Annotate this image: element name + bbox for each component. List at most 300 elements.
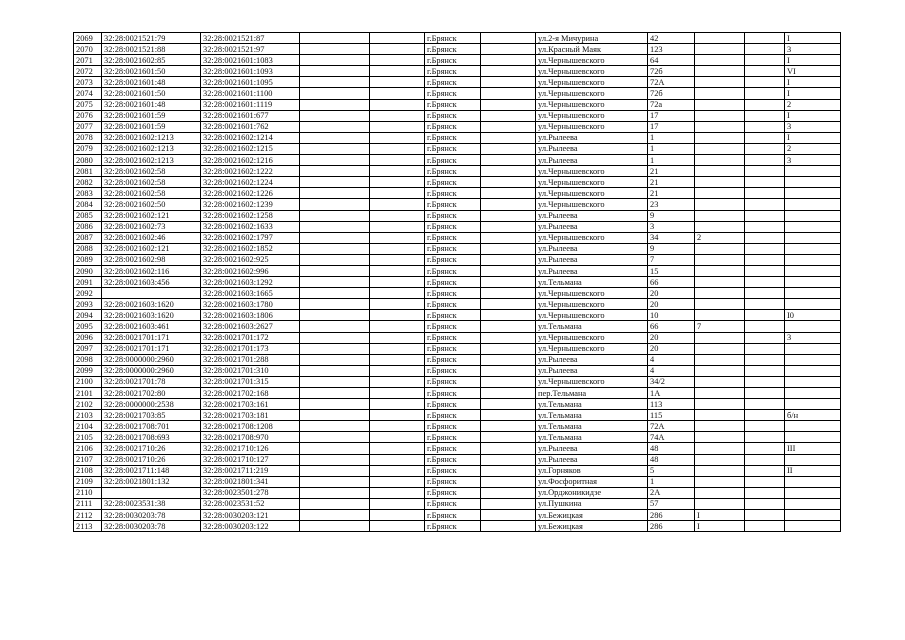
parcel-number-cell: 32:28:0021603:1620 [102, 310, 201, 321]
blank-cell-c [481, 487, 536, 498]
blank-cell-a [300, 465, 370, 476]
blank-cell-b [370, 510, 425, 521]
blank-cell-c [481, 443, 536, 454]
building-cell [695, 421, 745, 432]
city-cell: г.Брянск [425, 376, 481, 387]
row-number-cell: 2104 [74, 421, 102, 432]
blank-cell-a [300, 288, 370, 299]
blank-cell-d [745, 487, 785, 498]
blank-cell-b [370, 310, 425, 321]
row-number-cell: 2072 [74, 66, 102, 77]
blank-cell-c [481, 354, 536, 365]
building-cell: 2 [695, 232, 745, 243]
blank-cell-c [481, 465, 536, 476]
parcel-number-cell: 32:28:0021601:48 [102, 77, 201, 88]
city-cell: г.Брянск [425, 399, 481, 410]
table-row [74, 432, 841, 443]
parcel-number-cell: 32:28:0021602:58 [102, 166, 201, 177]
parcel-number-cell: 32:28:0021602:121 [102, 243, 201, 254]
city-cell: г.Брянск [425, 77, 481, 88]
parcel-number-cell: 32:28:0021602:121 [102, 210, 201, 221]
apartment-cell: 2 [785, 99, 841, 110]
building-cell [695, 388, 745, 399]
street-cell: ул.Чернышевского [536, 188, 648, 199]
house-number-cell: 1 [648, 476, 695, 487]
table-row [74, 365, 841, 376]
building-cell [695, 254, 745, 265]
parcel-number-cell: 32:28:0021602:46 [102, 232, 201, 243]
blank-cell-a [300, 376, 370, 387]
house-number-cell: 7 [648, 254, 695, 265]
table-row [74, 33, 841, 44]
blank-cell-d [745, 343, 785, 354]
building-cell [695, 155, 745, 166]
building-cell [695, 399, 745, 410]
blank-cell-d [745, 332, 785, 343]
parcel-number-cell: 32:28:0021601:50 [102, 66, 201, 77]
apartment-cell [785, 277, 841, 288]
city-cell: г.Брянск [425, 299, 481, 310]
parcel-number-cell [102, 288, 201, 299]
apartment-cell [785, 510, 841, 521]
blank-cell-c [481, 510, 536, 521]
object-number-cell: 32:28:0021602:1797 [201, 232, 300, 243]
row-number-cell: 2076 [74, 110, 102, 121]
table-row [74, 44, 841, 55]
building-cell [695, 66, 745, 77]
blank-cell-c [481, 476, 536, 487]
blank-cell-a [300, 121, 370, 132]
blank-cell-b [370, 288, 425, 299]
city-cell: г.Брянск [425, 498, 481, 509]
row-number-cell: 2090 [74, 265, 102, 276]
parcel-number-cell: 32:28:0021601:59 [102, 110, 201, 121]
row-number-cell: 2100 [74, 376, 102, 387]
blank-cell-d [745, 321, 785, 332]
blank-cell-c [481, 332, 536, 343]
row-number-cell: 2111 [74, 498, 102, 509]
building-cell [695, 354, 745, 365]
building-cell [695, 443, 745, 454]
blank-cell-b [370, 166, 425, 177]
parcel-number-cell: 32:28:0021602:98 [102, 254, 201, 265]
apartment-cell [785, 243, 841, 254]
street-cell: ул.2-я Мичурина [536, 33, 648, 44]
object-number-cell: 32:28:0021601:1119 [201, 99, 300, 110]
house-number-cell: 115 [648, 410, 695, 421]
apartment-cell [785, 388, 841, 399]
blank-cell-c [481, 376, 536, 387]
apartment-cell: I [785, 55, 841, 66]
blank-cell-a [300, 77, 370, 88]
row-number-cell: 2112 [74, 510, 102, 521]
blank-cell-d [745, 110, 785, 121]
blank-cell-d [745, 99, 785, 110]
object-number-cell: 32:28:0030203:121 [201, 510, 300, 521]
city-cell: г.Брянск [425, 199, 481, 210]
house-number-cell: 286 [648, 521, 695, 532]
object-number-cell: 32:28:0021708:970 [201, 432, 300, 443]
blank-cell-c [481, 188, 536, 199]
blank-cell-b [370, 476, 425, 487]
row-number-cell: 2109 [74, 476, 102, 487]
house-number-cell: 74А [648, 432, 695, 443]
house-number-cell: 64 [648, 55, 695, 66]
building-cell [695, 310, 745, 321]
table-row [74, 343, 841, 354]
city-cell: г.Брянск [425, 354, 481, 365]
city-cell: г.Брянск [425, 132, 481, 143]
blank-cell-a [300, 388, 370, 399]
street-cell: ул.Тельмана [536, 410, 648, 421]
blank-cell-b [370, 277, 425, 288]
apartment-cell [785, 498, 841, 509]
blank-cell-a [300, 143, 370, 154]
blank-cell-b [370, 88, 425, 99]
blank-cell-d [745, 421, 785, 432]
blank-cell-b [370, 66, 425, 77]
blank-cell-a [300, 243, 370, 254]
city-cell: г.Брянск [425, 99, 481, 110]
object-number-cell: 32:28:0021603:1780 [201, 299, 300, 310]
street-cell: ул.Бежицкая [536, 510, 648, 521]
table-row [74, 55, 841, 66]
blank-cell-a [300, 277, 370, 288]
parcel-number-cell: 32:28:0021708:701 [102, 421, 201, 432]
parcel-number-cell: 32:28:0021602:58 [102, 177, 201, 188]
blank-cell-c [481, 155, 536, 166]
blank-cell-b [370, 432, 425, 443]
street-cell: ул.Чернышевского [536, 99, 648, 110]
blank-cell-a [300, 199, 370, 210]
house-number-cell: 1 [648, 143, 695, 154]
object-number-cell: 32:28:0021601:677 [201, 110, 300, 121]
row-number-cell: 2103 [74, 410, 102, 421]
city-cell: г.Брянск [425, 243, 481, 254]
blank-cell-c [481, 199, 536, 210]
building-cell [695, 33, 745, 44]
building-cell [695, 332, 745, 343]
blank-cell-c [481, 310, 536, 321]
building-cell [695, 288, 745, 299]
blank-cell-c [481, 66, 536, 77]
parcel-number-cell: 32:28:0021602:58 [102, 188, 201, 199]
blank-cell-a [300, 399, 370, 410]
row-number-cell: 2088 [74, 243, 102, 254]
blank-cell-d [745, 121, 785, 132]
blank-cell-d [745, 432, 785, 443]
blank-cell-d [745, 155, 785, 166]
street-cell: ул.Рылеева [536, 254, 648, 265]
house-number-cell: 34/2 [648, 376, 695, 387]
parcel-number-cell: 32:28:0000000:2538 [102, 399, 201, 410]
house-number-cell: 57 [648, 498, 695, 509]
table-row [74, 410, 841, 421]
apartment-cell: 3 [785, 155, 841, 166]
parcel-number-cell: 32:28:0021602:116 [102, 265, 201, 276]
city-cell: г.Брянск [425, 188, 481, 199]
row-number-cell: 2096 [74, 332, 102, 343]
apartment-cell: II [785, 465, 841, 476]
city-cell: г.Брянск [425, 288, 481, 299]
building-cell [695, 365, 745, 376]
street-cell: ул.Чернышевского [536, 110, 648, 121]
row-number-cell: 2108 [74, 465, 102, 476]
apartment-cell: VI [785, 66, 841, 77]
row-number-cell: 2107 [74, 454, 102, 465]
object-number-cell: 32:28:0021601:1093 [201, 66, 300, 77]
city-cell: г.Брянск [425, 454, 481, 465]
building-cell [695, 487, 745, 498]
row-number-cell: 2089 [74, 254, 102, 265]
parcel-number-cell: 32:28:0021521:88 [102, 44, 201, 55]
apartment-cell [785, 521, 841, 532]
blank-cell-b [370, 265, 425, 276]
apartment-cell: 3 [785, 121, 841, 132]
object-number-cell: 32:28:0021701:288 [201, 354, 300, 365]
apartment-cell [785, 232, 841, 243]
street-cell: ул.Тельмана [536, 421, 648, 432]
street-cell: ул.Чернышевского [536, 166, 648, 177]
apartment-cell [785, 177, 841, 188]
table-row [74, 376, 841, 387]
city-cell: г.Брянск [425, 232, 481, 243]
blank-cell-c [481, 177, 536, 188]
apartment-cell [785, 166, 841, 177]
blank-cell-a [300, 110, 370, 121]
blank-cell-d [745, 66, 785, 77]
table-row [74, 388, 841, 399]
house-number-cell: 34 [648, 232, 695, 243]
blank-cell-d [745, 44, 785, 55]
blank-cell-a [300, 310, 370, 321]
blank-cell-a [300, 44, 370, 55]
house-number-cell: 17 [648, 121, 695, 132]
house-number-cell: 23 [648, 199, 695, 210]
street-cell: ул.Чернышевского [536, 55, 648, 66]
street-cell: ул.Рылеева [536, 354, 648, 365]
object-number-cell: 32:28:0021521:97 [201, 44, 300, 55]
building-cell: I [695, 521, 745, 532]
blank-cell-a [300, 254, 370, 265]
blank-cell-c [481, 388, 536, 399]
blank-cell-d [745, 376, 785, 387]
city-cell: г.Брянск [425, 432, 481, 443]
blank-cell-c [481, 55, 536, 66]
object-number-cell: 32:28:0021603:2627 [201, 321, 300, 332]
blank-cell-b [370, 521, 425, 532]
street-cell: ул.Тельмана [536, 321, 648, 332]
city-cell: г.Брянск [425, 166, 481, 177]
house-number-cell: 4 [648, 365, 695, 376]
blank-cell-d [745, 55, 785, 66]
house-number-cell: 15 [648, 265, 695, 276]
parcel-number-cell: 32:28:0021801:132 [102, 476, 201, 487]
building-cell [695, 166, 745, 177]
object-number-cell: 32:28:0023531:52 [201, 498, 300, 509]
city-cell: г.Брянск [425, 265, 481, 276]
table-row [74, 166, 841, 177]
blank-cell-b [370, 232, 425, 243]
street-cell: ул.Рылеева [536, 132, 648, 143]
street-cell: ул.Тельмана [536, 432, 648, 443]
blank-cell-d [745, 399, 785, 410]
blank-cell-c [481, 221, 536, 232]
blank-cell-d [745, 277, 785, 288]
house-number-cell: 20 [648, 343, 695, 354]
object-number-cell: 32:28:0021701:315 [201, 376, 300, 387]
parcel-number-cell: 32:28:0021601:48 [102, 99, 201, 110]
table-row [74, 232, 841, 243]
apartment-cell: б/н [785, 410, 841, 421]
object-number-cell: 32:28:0021602:1258 [201, 210, 300, 221]
apartment-cell [785, 454, 841, 465]
blank-cell-d [745, 288, 785, 299]
blank-cell-a [300, 33, 370, 44]
city-cell: г.Брянск [425, 510, 481, 521]
table-row [74, 199, 841, 210]
building-cell [695, 132, 745, 143]
table-row [74, 465, 841, 476]
blank-cell-d [745, 354, 785, 365]
blank-cell-d [745, 443, 785, 454]
parcel-number-cell: 32:28:0030203:78 [102, 521, 201, 532]
object-number-cell: 32:28:0021701:173 [201, 343, 300, 354]
blank-cell-d [745, 177, 785, 188]
building-cell [695, 476, 745, 487]
city-cell: г.Брянск [425, 443, 481, 454]
row-number-cell: 2106 [74, 443, 102, 454]
blank-cell-a [300, 55, 370, 66]
blank-cell-c [481, 132, 536, 143]
table-row [74, 277, 841, 288]
blank-cell-b [370, 343, 425, 354]
building-cell: I [695, 510, 745, 521]
building-cell [695, 210, 745, 221]
blank-cell-b [370, 143, 425, 154]
house-number-cell: 21 [648, 177, 695, 188]
blank-cell-c [481, 166, 536, 177]
row-number-cell: 2099 [74, 365, 102, 376]
house-number-cell: 286 [648, 510, 695, 521]
blank-cell-d [745, 166, 785, 177]
table-row [74, 210, 841, 221]
parcel-number-cell: 32:28:0021521:79 [102, 33, 201, 44]
blank-cell-d [745, 77, 785, 88]
parcel-number-cell: 32:28:0000000:2960 [102, 365, 201, 376]
house-number-cell: 4 [648, 354, 695, 365]
row-number-cell: 2079 [74, 143, 102, 154]
blank-cell-d [745, 498, 785, 509]
blank-cell-a [300, 321, 370, 332]
blank-cell-a [300, 177, 370, 188]
object-number-cell: 32:28:0021601:1100 [201, 88, 300, 99]
street-cell: ул.Рылеева [536, 365, 648, 376]
blank-cell-b [370, 376, 425, 387]
blank-cell-b [370, 177, 425, 188]
building-cell [695, 465, 745, 476]
building-cell [695, 110, 745, 121]
object-number-cell: 32:28:0021602:1226 [201, 188, 300, 199]
row-number-cell: 2085 [74, 210, 102, 221]
house-number-cell: 5 [648, 465, 695, 476]
table-row [74, 188, 841, 199]
blank-cell-d [745, 521, 785, 532]
parcel-number-cell: 32:28:0021701:171 [102, 343, 201, 354]
blank-cell-d [745, 454, 785, 465]
object-number-cell: 32:28:0021710:126 [201, 443, 300, 454]
street-cell: ул.Тельмана [536, 277, 648, 288]
blank-cell-b [370, 454, 425, 465]
city-cell: г.Брянск [425, 321, 481, 332]
parcel-number-cell: 32:28:0021708:693 [102, 432, 201, 443]
blank-cell-d [745, 365, 785, 376]
street-cell: ул.Чернышевского [536, 288, 648, 299]
blank-cell-a [300, 299, 370, 310]
blank-cell-c [481, 143, 536, 154]
row-number-cell: 2086 [74, 221, 102, 232]
street-cell: ул.Бежицкая [536, 521, 648, 532]
house-number-cell: 72А [648, 77, 695, 88]
parcel-number-cell: 32:28:0021701:171 [102, 332, 201, 343]
object-number-cell: 32:28:0021701:310 [201, 365, 300, 376]
blank-cell-a [300, 487, 370, 498]
object-number-cell: 32:28:0021602:1222 [201, 166, 300, 177]
row-number-cell: 2081 [74, 166, 102, 177]
apartment-cell: III [785, 443, 841, 454]
parcel-number-cell: 32:28:0030203:78 [102, 510, 201, 521]
street-cell: ул.Рылеева [536, 143, 648, 154]
row-number-cell: 2071 [74, 55, 102, 66]
blank-cell-a [300, 188, 370, 199]
table-body [74, 33, 841, 532]
object-number-cell: 32:28:0021602:1215 [201, 143, 300, 154]
parcel-number-cell: 32:28:0021702:80 [102, 388, 201, 399]
city-cell: г.Брянск [425, 44, 481, 55]
blank-cell-a [300, 454, 370, 465]
blank-cell-d [745, 33, 785, 44]
blank-cell-d [745, 310, 785, 321]
blank-cell-c [481, 243, 536, 254]
row-number-cell: 2091 [74, 277, 102, 288]
object-number-cell: 32:28:0021708:1208 [201, 421, 300, 432]
object-number-cell: 32:28:0021603:1292 [201, 277, 300, 288]
object-number-cell: 32:28:0021602:1216 [201, 155, 300, 166]
row-number-cell: 2113 [74, 521, 102, 532]
street-cell: ул.Рылеева [536, 243, 648, 254]
blank-cell-d [745, 199, 785, 210]
row-number-cell: 2075 [74, 99, 102, 110]
street-cell: ул.Орджоникидзе [536, 487, 648, 498]
city-cell: г.Брянск [425, 332, 481, 343]
apartment-cell [785, 188, 841, 199]
object-number-cell: 32:28:0021701:172 [201, 332, 300, 343]
parcel-number-cell: 32:28:0021602:50 [102, 199, 201, 210]
blank-cell-b [370, 410, 425, 421]
row-number-cell: 2094 [74, 310, 102, 321]
blank-cell-d [745, 232, 785, 243]
object-number-cell: 32:28:0021603:1665 [201, 288, 300, 299]
building-cell [695, 199, 745, 210]
blank-cell-a [300, 88, 370, 99]
blank-cell-c [481, 288, 536, 299]
blank-cell-a [300, 365, 370, 376]
apartment-cell [785, 354, 841, 365]
table-row [74, 321, 841, 332]
street-cell: ул.Пушкина [536, 498, 648, 509]
blank-cell-d [745, 243, 785, 254]
row-number-cell: 2095 [74, 321, 102, 332]
